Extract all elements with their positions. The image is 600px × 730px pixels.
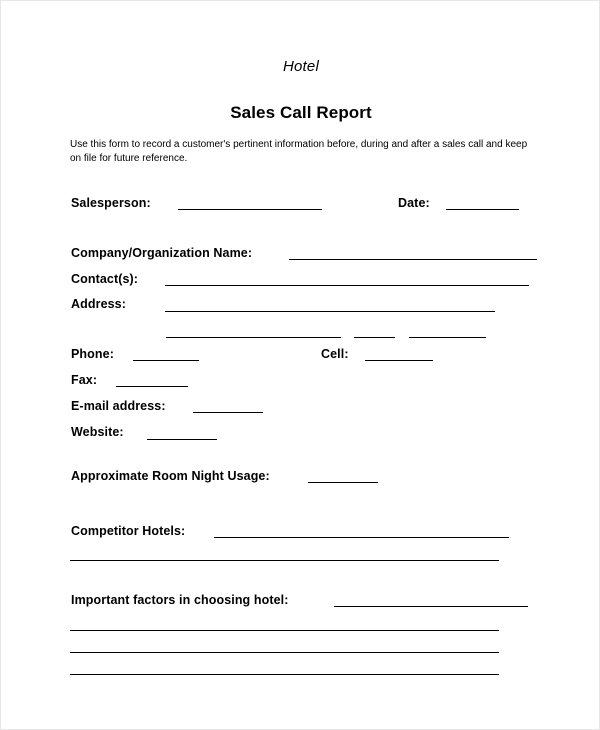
cell-input[interactable] <box>365 360 433 361</box>
website-label: Website: <box>71 425 124 439</box>
fax-label: Fax: <box>71 373 98 387</box>
document-subtitle: Hotel <box>282 58 320 75</box>
competitor-hotels-line1-input[interactable] <box>214 537 509 538</box>
address-state-input[interactable] <box>354 337 395 338</box>
address-line1-input[interactable] <box>165 311 495 312</box>
important-factors-line3-input[interactable] <box>70 652 499 653</box>
email-input[interactable] <box>193 412 263 413</box>
date-input[interactable] <box>446 209 519 210</box>
page-title: Sales Call Report <box>230 103 372 122</box>
fax-input[interactable] <box>116 386 188 387</box>
address-label: Address: <box>71 297 126 311</box>
salesperson-label: Salesperson: <box>71 196 151 210</box>
room-night-usage-label: Approximate Room Night Usage: <box>71 469 270 483</box>
cell-label: Cell: <box>321 347 349 361</box>
address-city-input[interactable] <box>166 337 341 338</box>
address-zip-input[interactable] <box>409 337 486 338</box>
phone-label: Phone: <box>71 347 114 361</box>
form-sheet <box>1 1 600 730</box>
important-factors-label: Important factors in choosing hotel: <box>71 593 289 607</box>
contacts-input[interactable] <box>165 285 529 286</box>
website-input[interactable] <box>147 439 217 440</box>
room-night-usage-input[interactable] <box>308 482 378 483</box>
important-factors-line4-input[interactable] <box>70 674 499 675</box>
salesperson-input[interactable] <box>178 209 322 210</box>
company-label: Company/Organization Name: <box>71 246 253 260</box>
important-factors-line2-input[interactable] <box>70 630 499 631</box>
contacts-label: Contact(s): <box>71 272 139 286</box>
company-input[interactable] <box>289 259 537 260</box>
important-factors-line1-input[interactable] <box>334 606 528 607</box>
email-label: E-mail address: <box>71 399 166 413</box>
document-intro-text: Use this form to record a customer's pertinent information before, during and after a sales call and keep on file for future reference. <box>70 139 528 164</box>
phone-input[interactable] <box>133 360 199 361</box>
competitor-hotels-line2-input[interactable] <box>70 560 499 561</box>
competitor-hotels-label: Competitor Hotels: <box>71 524 186 538</box>
date-label: Date: <box>398 196 430 210</box>
